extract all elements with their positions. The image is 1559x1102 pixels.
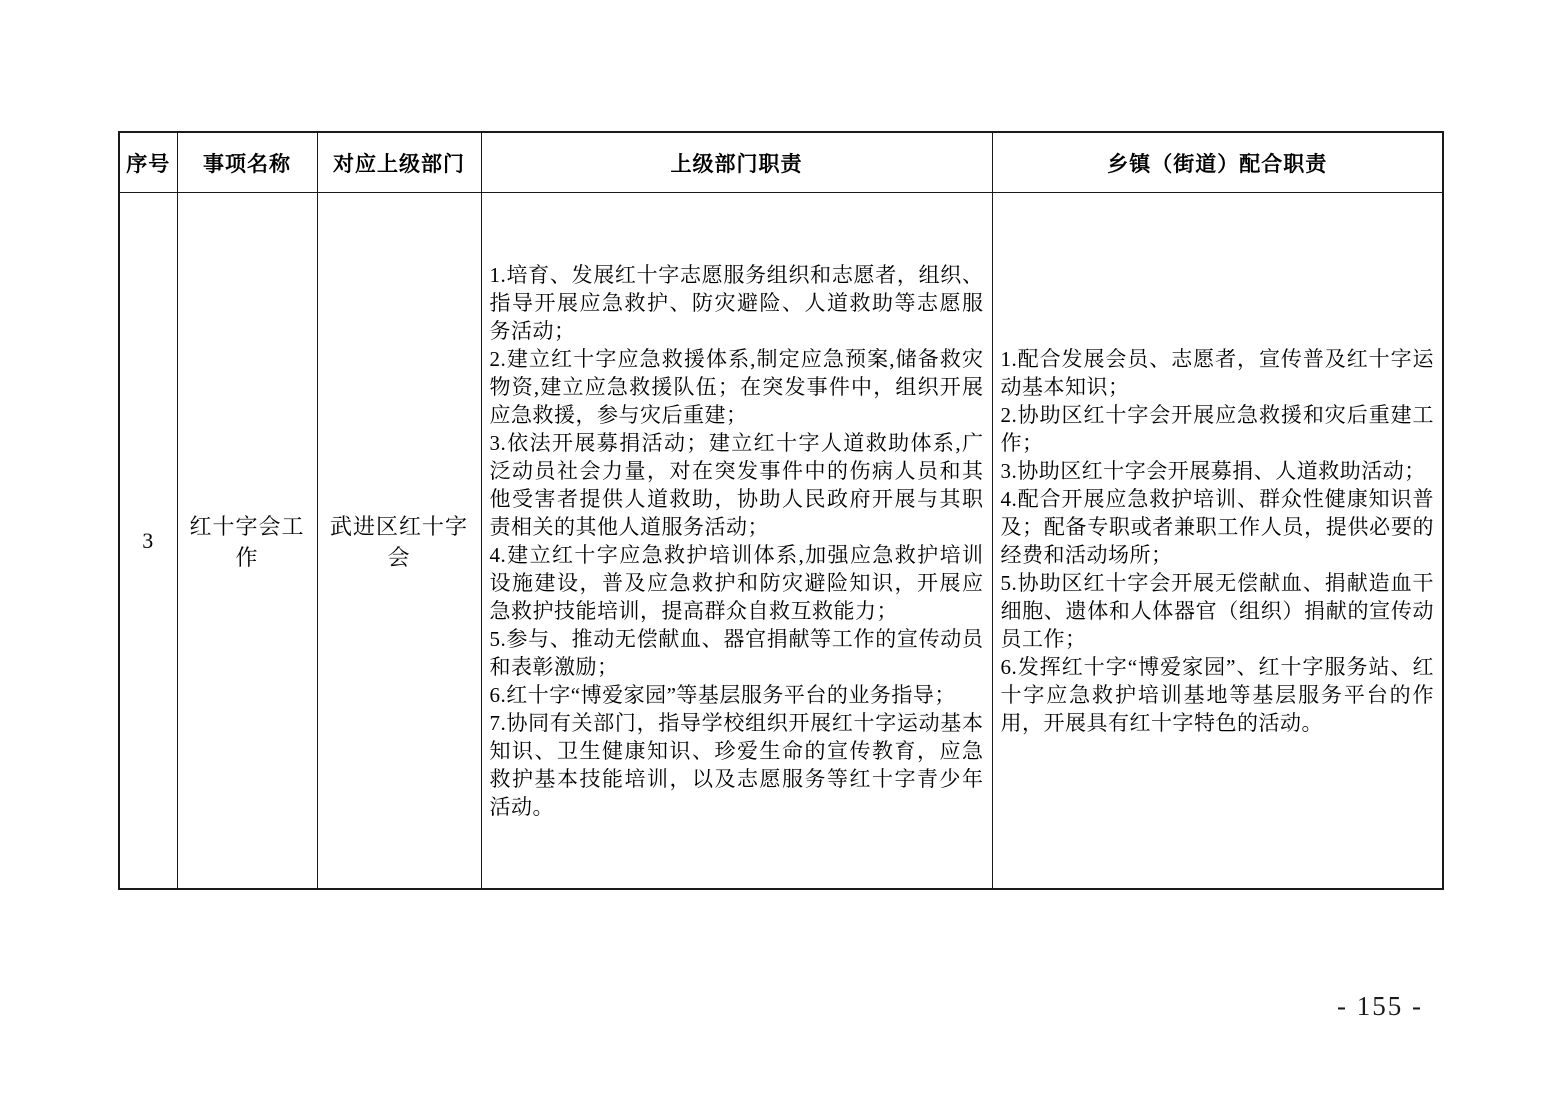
col-header-seq: 序号 [119, 132, 177, 193]
col-header-township-duties: 乡镇（街道）配合职责 [992, 132, 1443, 193]
township-duty-4: 4.配合开展应急救护培训、群众性健康知识普及；配备专职或者兼职工作人员，提供必要的经费和活动场所； [1000, 486, 1434, 567]
superior-duty-5: 5.参与、推动无偿献血、器官捐献等工作的宣传动员和表彰激励； [489, 626, 984, 679]
superior-duty-6: 6.红十字“博爱家园”等基层服务平台的业务指导； [489, 682, 956, 707]
table-header-row [119, 132, 1443, 193]
cell-township-duties [992, 193, 1443, 890]
township-duty-1: 1.配合发展会员、志愿者，宣传普及红十字运动基本知识； [1000, 346, 1434, 399]
superior-duty-1: 1.培育、发展红十字志愿服务组织和志愿者，组织、指导开展应急救护、防灾避险、人道救助等志愿服务活动； [489, 262, 984, 343]
cell-superior-duties [481, 193, 992, 890]
superior-duty-4: 4.建立红十字应急救护培训体系,加强应急救护培训设施建设，普及应急救护和防灾避险知识，开展应急救护技能培训，提高群众自救互救能力； [489, 542, 984, 623]
township-duty-3: 3.协助区红十字会开展募捐、人道救助活动； [1000, 458, 1426, 483]
cell-item-name: 红十字会工作 [177, 193, 317, 890]
township-duty-2: 2.协助区红十字会开展应急救援和灾后重建工作； [1000, 402, 1434, 455]
cell-department: 武进区红十字会 [317, 193, 481, 890]
superior-duty-3: 3.依法开展募捐活动；建立红十字人道救助体系,广泛动员社会力量，对在突发事件中的伤病人员和其他受害者提供人道救助，协助人民政府开展与其职责相关的其他人道服务活动； [489, 430, 984, 539]
responsibility-table [118, 131, 1444, 890]
township-duty-5: 5.协助区红十字会开展无偿献血、捐献造血干细胞、遗体和人体器官（组织）捐献的宣传动员工作； [1000, 570, 1434, 651]
table-row [119, 193, 1443, 890]
township-duty-6: 6.发挥红十字“博爱家园”、红十字服务站、红十字应急救护培训基地等基层服务平台的作用，开展具有红十字特色的活动。 [1000, 654, 1434, 735]
col-header-item-name: 事项名称 [177, 132, 317, 193]
superior-duty-2: 2.建立红十字应急救援体系,制定应急预案,储备救灾物资,建立应急救援队伍；在突发事件中，组织开展应急救援，参与灾后重建； [489, 346, 984, 427]
col-header-department: 对应上级部门 [317, 132, 481, 193]
cell-seq: 3 [119, 193, 177, 890]
superior-duty-7: 7.协同有关部门，指导学校组织开展红十字运动基本知识、卫生健康知识、珍爱生命的宣传教育，应急救护基本技能培训，以及志愿服务等红十字青少年活动。 [489, 710, 984, 819]
col-header-superior-duties: 上级部门职责 [481, 132, 992, 193]
page-number: - 155 - [1337, 991, 1423, 1021]
